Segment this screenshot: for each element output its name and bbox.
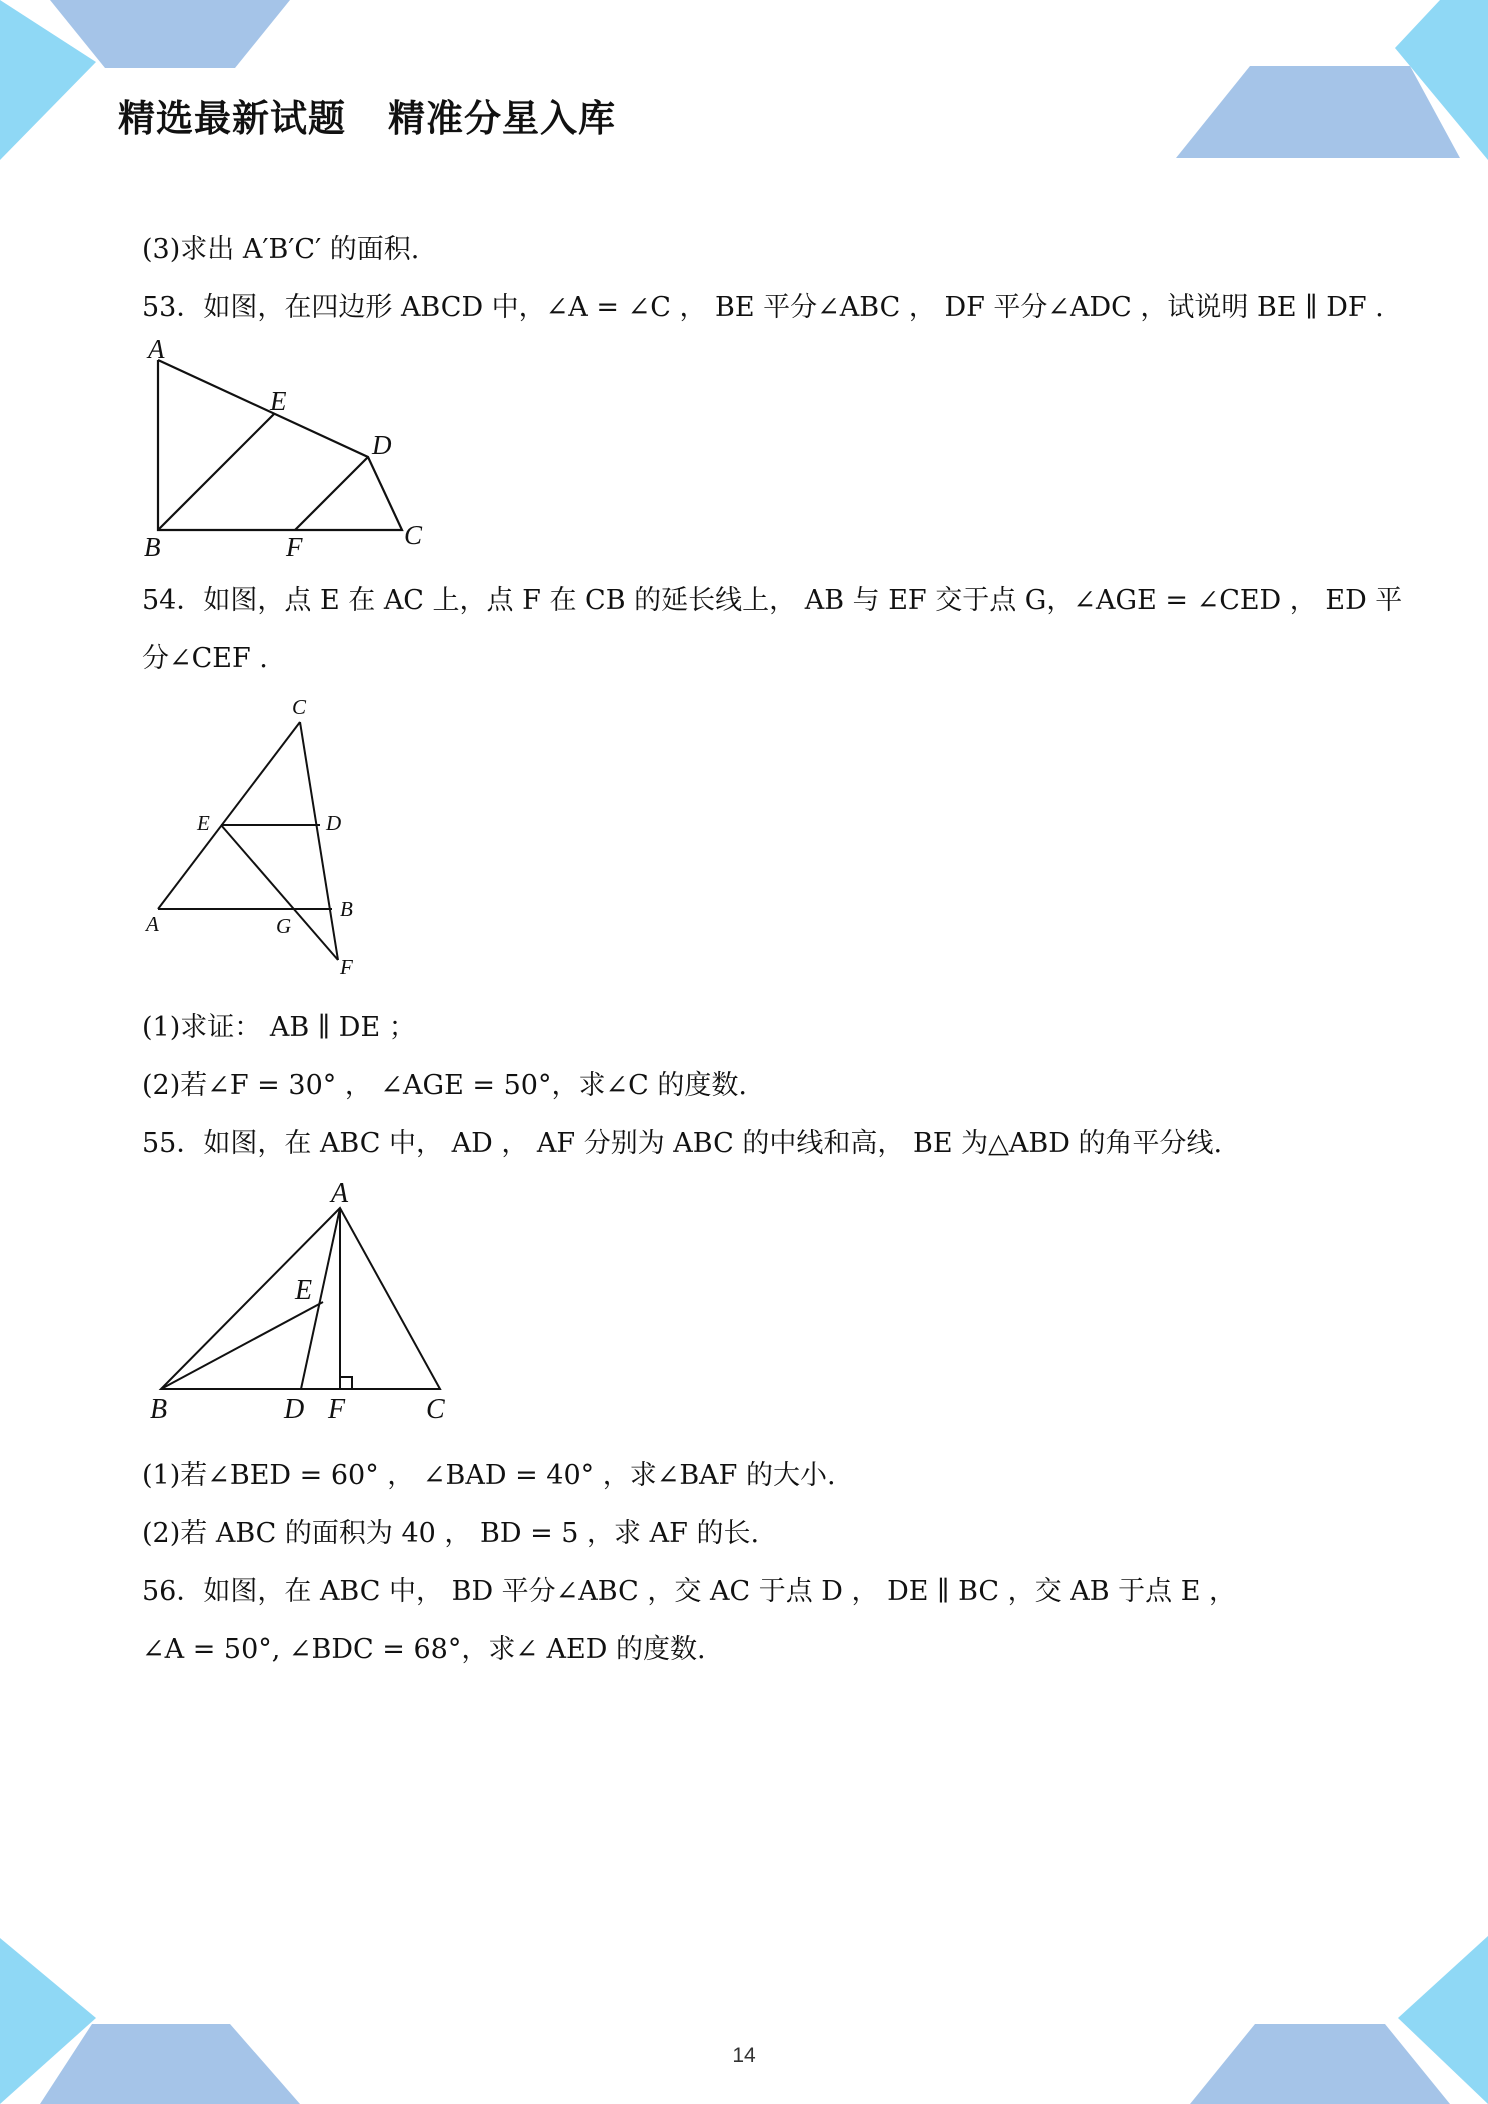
page-number: 14 xyxy=(732,2044,756,2067)
fig54-label-C: C xyxy=(292,695,307,719)
q54-part1: (1)求证： AB ∥ DE ； xyxy=(142,1012,416,1043)
q54-part2: (2)若∠F = 30° ， ∠AGE = 50°，求∠C 的度数. xyxy=(142,1070,747,1101)
q55-text: 55．如图，在 ABC 中， AD ， AF 分别为 ABC 的中线和高， BE 为△ABD 的角平分线. xyxy=(142,1128,1223,1159)
figure-55 xyxy=(140,1175,470,1433)
q56-text-a: 56．如图，在 ABC 中， BD 平分∠ABC ，交 AC 于点 D ， DE ∥ BC ，交 AB 于点 E ， xyxy=(142,1576,1237,1607)
fig54-label-D: D xyxy=(326,811,342,835)
q56-text-b: ∠A = 50°, ∠BDC = 68°，求∠ AED 的度数. xyxy=(142,1634,706,1665)
fig55-label-B: B xyxy=(150,1394,168,1425)
fig55-label-F: F xyxy=(328,1394,346,1425)
fig55-label-E: E xyxy=(295,1275,313,1306)
q54-text-a: 54．如图，点 E 在 AC 上，点 F 在 CB 的延长线上， AB 与 EF 交于点 G，∠AGE = ∠CED ， ED 平 xyxy=(142,585,1403,616)
fig53-label-E: E xyxy=(270,386,287,416)
bottom-decoration xyxy=(0,1930,1488,2104)
fig53-label-C: C xyxy=(404,520,423,550)
fig55-bisector-BE xyxy=(161,1302,323,1389)
fig55-label-C: C xyxy=(426,1394,445,1425)
header-title-left: 精选最新试题 xyxy=(118,97,346,140)
top-decoration xyxy=(0,0,1488,170)
q54-text-b: 分∠CEF . xyxy=(142,643,268,674)
fig53-label-F: F xyxy=(286,532,303,562)
fig53-label-A: A xyxy=(148,334,165,364)
fig54-label-G: G xyxy=(276,914,292,938)
header-title xyxy=(118,88,616,142)
fig53-segment-BE xyxy=(158,414,274,530)
fig55-label-A: A xyxy=(331,1178,349,1209)
deco-top-right-trapezoid xyxy=(1176,66,1460,158)
q52-part3: (3)求出 A′B′C′ 的面积. xyxy=(142,234,420,265)
fig53-label-B: B xyxy=(144,532,161,562)
fig54-segment-AC xyxy=(158,722,300,909)
header-title-right: 精准分星入库 xyxy=(388,97,616,140)
fig55-label-D: D xyxy=(284,1394,305,1425)
fig54-label-E: E xyxy=(197,811,210,835)
fig54-segment-CF xyxy=(300,722,338,960)
fig53-label-D: D xyxy=(372,430,392,460)
fig54-label-F: F xyxy=(340,955,353,979)
figure-54 xyxy=(140,690,380,980)
fig55-right-angle-mark xyxy=(340,1377,352,1389)
q55-part1: (1)若∠BED = 60° ， ∠BAD = 40° ，求∠BAF 的大小. xyxy=(142,1460,836,1491)
fig54-label-B: B xyxy=(340,897,353,921)
fig53-segment-DF xyxy=(295,457,368,530)
figure-53 xyxy=(140,330,440,566)
fig54-label-A: A xyxy=(146,912,159,936)
q55-part2: (2)若 ABC 的面积为 40 ， BD = 5 ，求 AF 的长. xyxy=(142,1518,760,1549)
q53-text: 53．如图，在四边形 ABCD 中，∠A = ∠C ， BE 平分∠ABC ， DF 平分∠ADC ，试说明 BE ∥ DF . xyxy=(142,292,1384,323)
